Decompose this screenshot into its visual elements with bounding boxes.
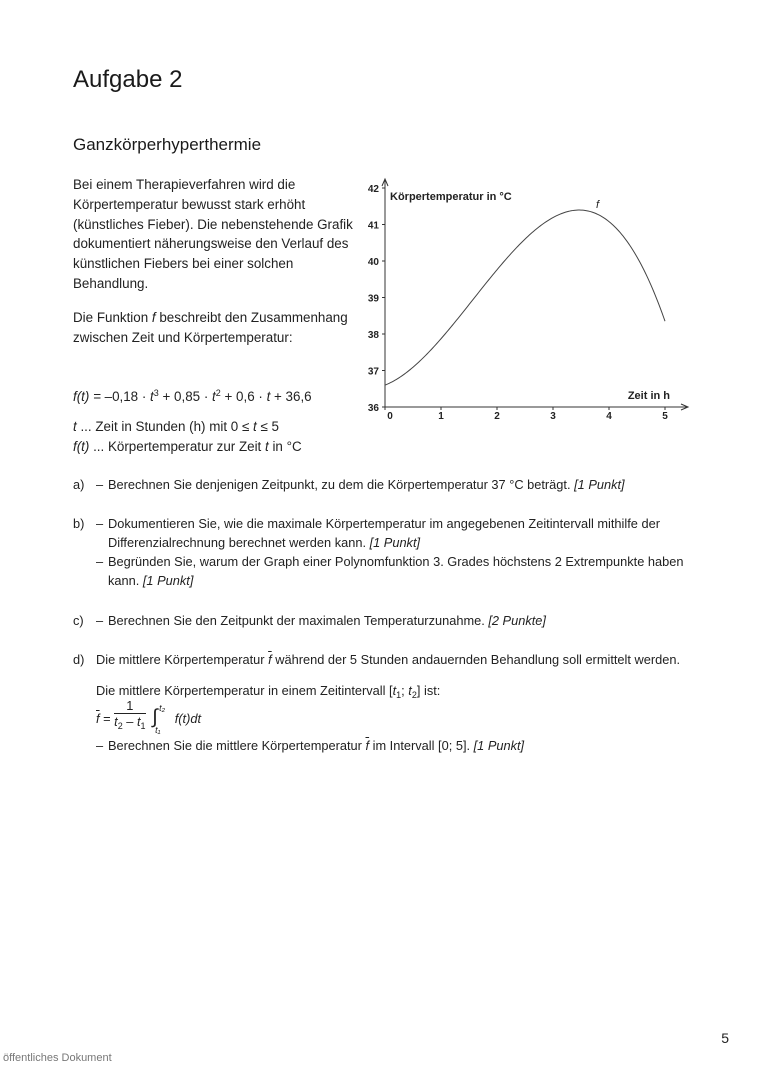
mean-value-equation: $\overline{f}$ = $\frac{1}{t_2 - t_1}$ ∫ t₂ t₁ f(t)dt bbox=[96, 700, 711, 736]
chart-axes bbox=[382, 179, 688, 410]
integral-lower-limit: t₁ bbox=[155, 724, 161, 735]
y-tick-label: 39 bbox=[367, 293, 379, 305]
task-c-label: c) bbox=[73, 613, 84, 628]
x-tick-label: 4 bbox=[606, 411, 612, 422]
task-d-item-1: – Berechnen Sie die mittlere Körpertemperatur $\overline{f}$ im Intervall [0; 5]. [1 Punkt] bbox=[96, 738, 525, 753]
footer-note: öffentliches Dokument bbox=[3, 1052, 112, 1064]
integral-sign: ∫ bbox=[152, 705, 158, 728]
page-heading: Aufgabe 2 bbox=[73, 66, 183, 93]
x-tick-label: 0 bbox=[387, 411, 393, 422]
task-b-label: b) bbox=[73, 516, 85, 531]
task-d-label: d) bbox=[73, 652, 85, 667]
y-axis-label: Körpertemperatur in °C bbox=[390, 191, 512, 203]
y-tick-label: 37 bbox=[367, 366, 379, 378]
y-tick-label: 41 bbox=[367, 220, 379, 232]
y-tick-label: 42 bbox=[367, 184, 379, 195]
x-tick-label: 1 bbox=[438, 411, 444, 422]
task-b-item-2: – Begründen Sie, warum der Graph einer Polynomfunktion 3. Grades höchstens 2 Extrempunkte haben kann. [1 Punkt] bbox=[96, 554, 684, 588]
temperature-chart bbox=[360, 176, 695, 426]
y-tick-label: 40 bbox=[367, 257, 379, 268]
intro-paragraph-2: Die Funktion f beschreibt den Zusammenhang zwischen Zeit und Körpertemperatur: bbox=[73, 309, 348, 345]
fraction: $\frac{1}{t_2 - t_1}$ bbox=[114, 698, 146, 731]
x-tick-label: 2 bbox=[494, 411, 500, 422]
task-d-intro: Die mittlere Körpertemperatur $\overline{f}$ während der 5 Stunden andauernden Behandlung soll ermittelt werden. bbox=[96, 652, 681, 667]
x-tick-label: 3 bbox=[550, 411, 556, 422]
y-tick-label: 38 bbox=[367, 330, 379, 341]
legend-t: t ... Zeit in Stunden (h) mit 0 ≤ t ≤ 5 bbox=[73, 419, 280, 434]
y-ticks bbox=[368, 184, 385, 414]
curve-label: f bbox=[596, 199, 600, 211]
y-tick-label: 36 bbox=[367, 403, 379, 414]
intro-text bbox=[73, 175, 358, 361]
legend-f: f(t) ... Körpertemperatur zur Zeit t in °C bbox=[73, 438, 302, 454]
variable-legend bbox=[73, 417, 302, 457]
task-c-item-1: – Berechnen Sie den Zeitpunkt der maximalen Temperaturzunahme. [2 Punkte] bbox=[96, 613, 546, 628]
function-formula: $f(t) = -0,18 \cdot t^3 + 0,85 \cdot t^2 + 0,6 \cdot t + 36,6$ bbox=[73, 388, 312, 404]
task-a-item-1: – Berechnen Sie denjenigen Zeitpunkt, zu dem die Körpertemperatur 37 °C beträgt. [1 Punkt] bbox=[96, 477, 625, 492]
function-curve bbox=[385, 210, 665, 385]
integral-upper-limit: t₂ bbox=[159, 702, 166, 713]
x-ticks bbox=[385, 407, 668, 422]
page-number: 5 bbox=[721, 1030, 729, 1046]
task-b-item-1: – Dokumentieren Sie, wie die maximale Körpertemperatur im angegebenen Zeitintervall mithilfe der Differenzialrechnung berechnet werden kann. [1 Punkt] bbox=[96, 516, 660, 550]
intro-paragraph-1: Bei einem Therapieverfahren wird die Körpertemperatur bewusst stark erhöht (künstliches Fieber). Die nebenstehende Grafik dokumentiert näherungsweise den Verlauf des künstlichen Fiebers bei einer solchen Behandlung. bbox=[73, 177, 353, 291]
x-tick-label: 5 bbox=[662, 411, 668, 422]
task-a-label: a) bbox=[73, 477, 85, 492]
section-title: Ganzkörperhyperthermie bbox=[73, 135, 262, 154]
task-d-definition: Die mittlere Körpertemperatur in einem Zeitintervall [$t_1$; $t_2$] ist: bbox=[96, 683, 441, 700]
x-axis-label: Zeit in h bbox=[627, 390, 670, 402]
